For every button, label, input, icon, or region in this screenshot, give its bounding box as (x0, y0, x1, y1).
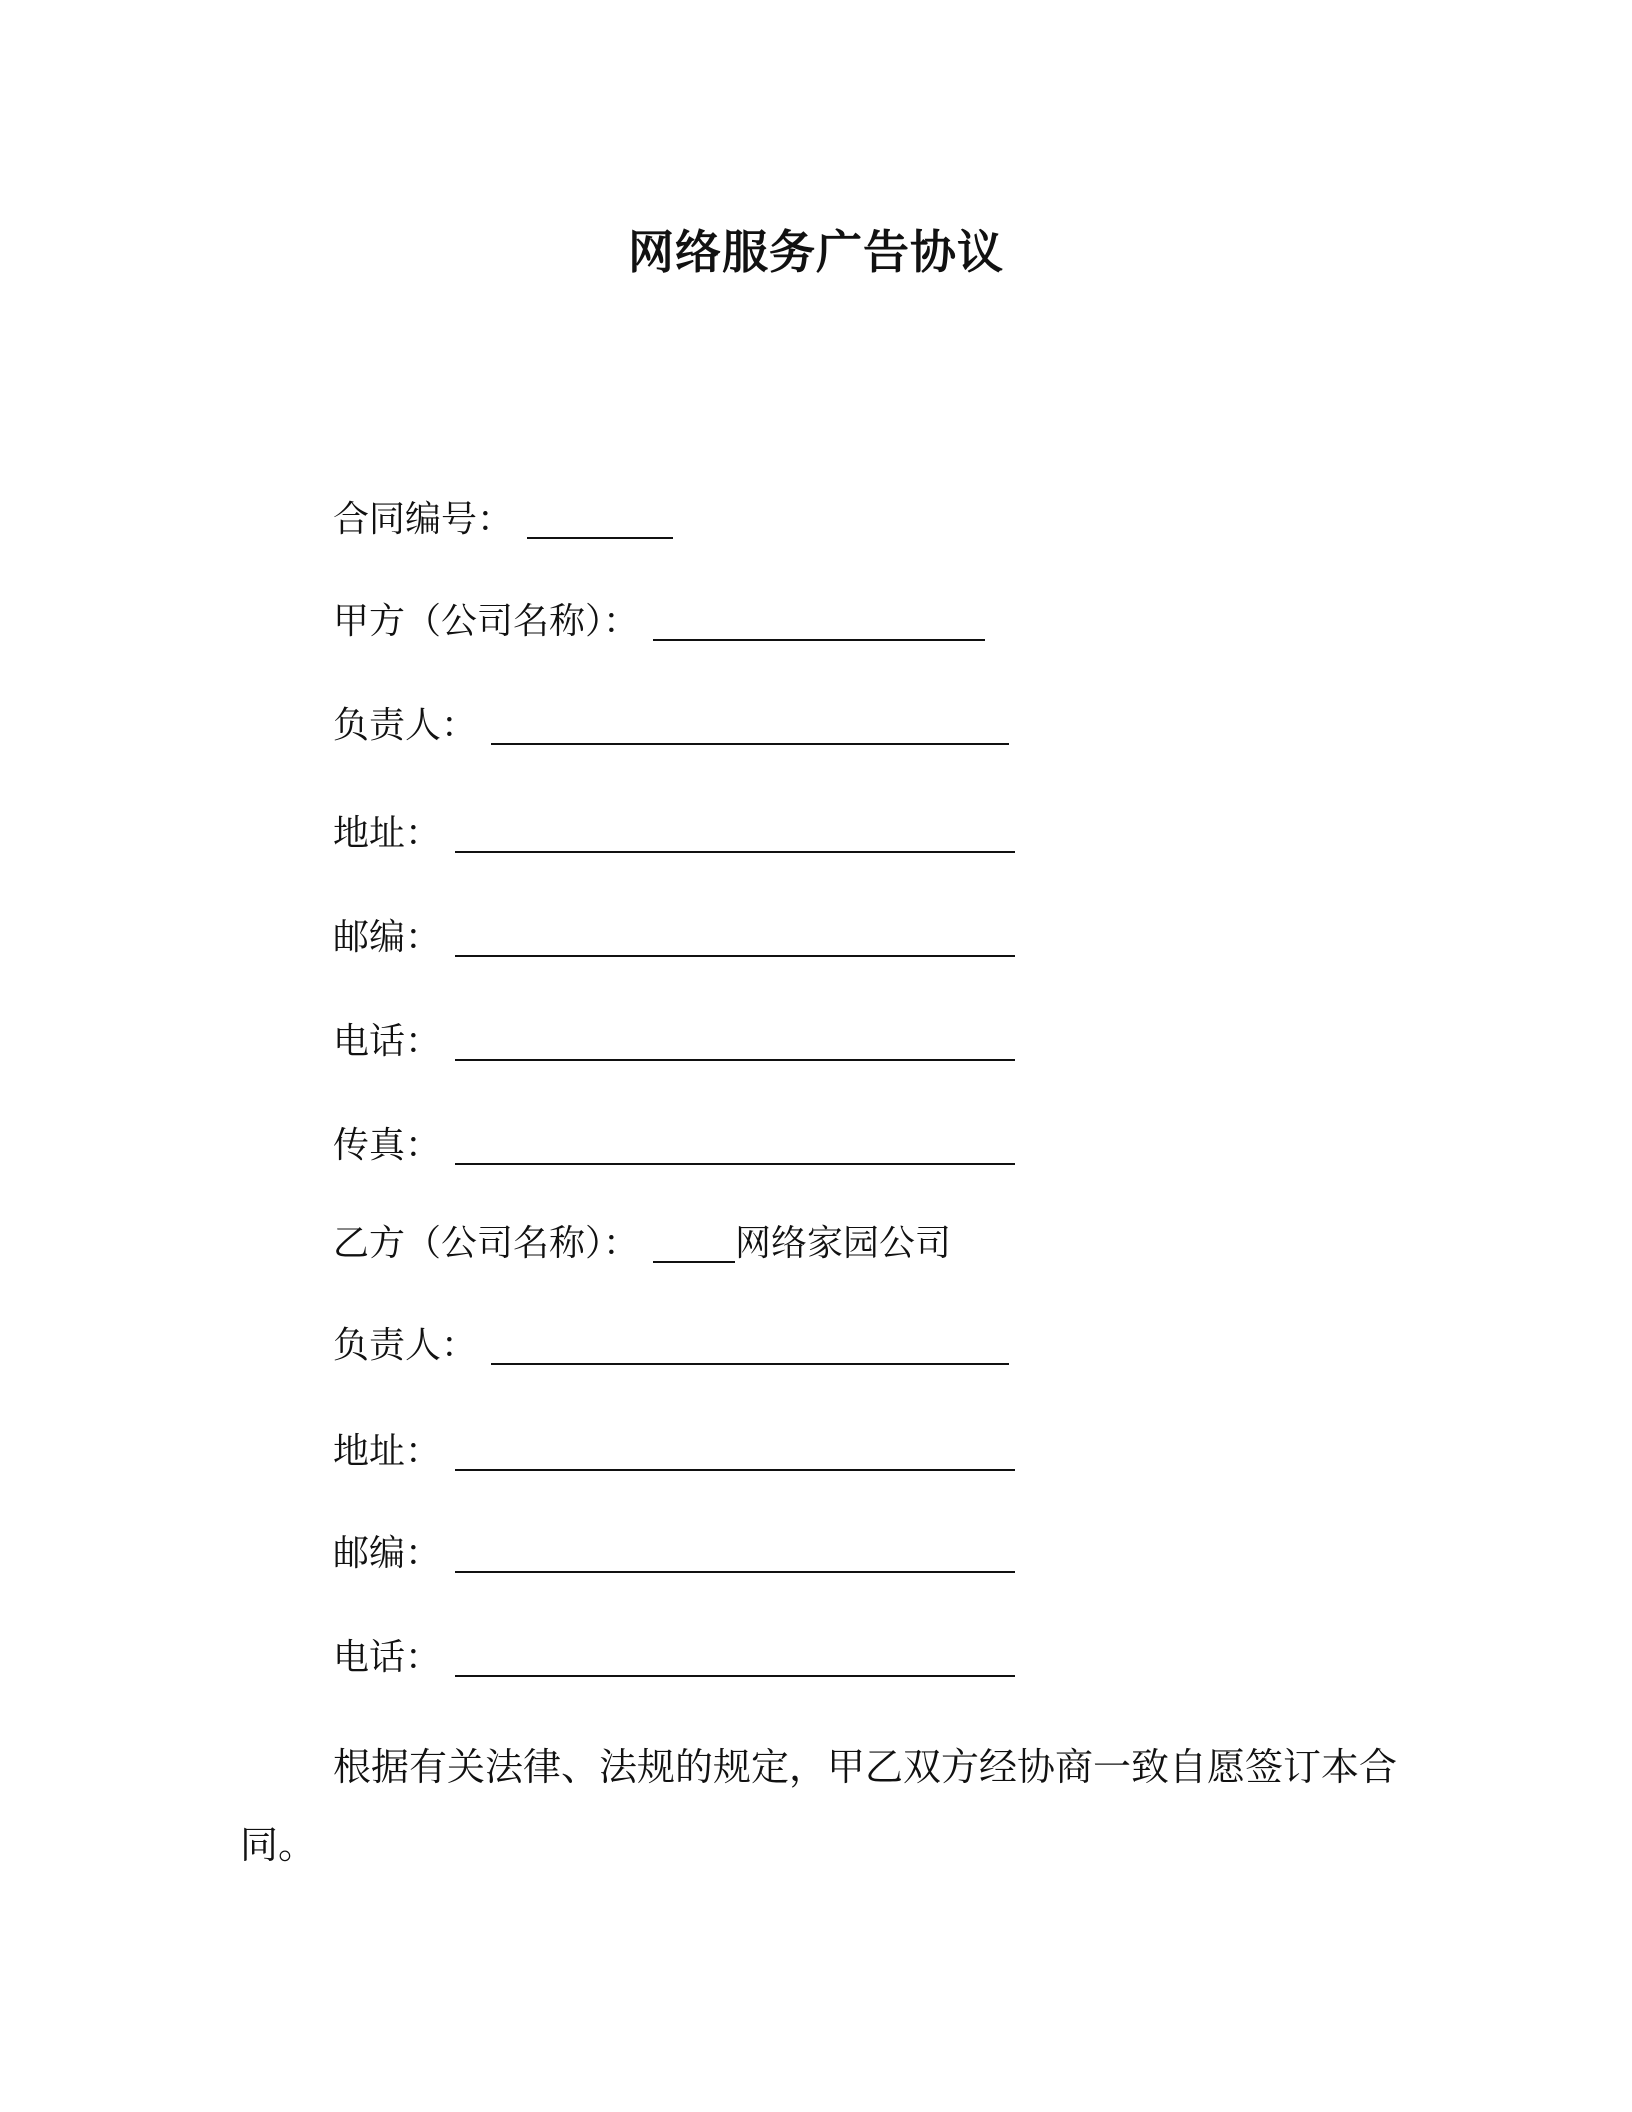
party-a-representative-label: 负责人： (333, 705, 478, 746)
party-b-representative-label: 负责人： (333, 1325, 478, 1366)
party-a-phone-field (333, 1016, 1015, 1068)
intro-paragraph: 根据有关法律、法规的规定，甲乙双方经协商一致自愿签订本合同。 (240, 1745, 1398, 1867)
party-b-representative-field (333, 1320, 1009, 1372)
party-b-phone-field (333, 1632, 1015, 1684)
party-b-company-label: 乙方（公司名称）： (333, 1223, 640, 1264)
party-a-address-label: 地址： (333, 813, 442, 854)
party-b-postcode-blank (455, 1531, 1015, 1573)
document-title: 网络服务广告协议 (628, 225, 1004, 279)
party-a-postcode-field (333, 912, 1015, 964)
party-b-phone-label: 电话： (333, 1637, 442, 1678)
party-a-postcode-blank (455, 915, 1015, 957)
party-b-representative-blank (491, 1323, 1009, 1365)
contract-number-blank (527, 497, 673, 539)
party-a-postcode-label: 邮编： (333, 917, 442, 958)
party-b-address-blank (455, 1429, 1015, 1471)
party-a-company-field (333, 596, 985, 648)
party-a-representative-field (333, 700, 1009, 752)
contract-number-label: 合同编号： (333, 499, 514, 540)
party-a-representative-blank (491, 703, 1009, 745)
party-a-address-blank (455, 811, 1015, 853)
party-b-company-name: 网络家园公司 (735, 1223, 952, 1264)
party-b-postcode-label: 邮编： (333, 1533, 442, 1574)
party-b-company-field (333, 1218, 951, 1270)
party-b-postcode-field (333, 1528, 1015, 1580)
party-b-phone-blank (455, 1635, 1015, 1677)
party-a-address-field (333, 808, 1015, 860)
party-b-address-field (333, 1426, 1015, 1478)
contract-number-field (333, 494, 673, 546)
party-a-fax-label: 传真： (333, 1125, 442, 1166)
party-a-phone-label: 电话： (333, 1021, 442, 1062)
party-a-phone-blank (455, 1019, 1015, 1061)
party-a-company-label: 甲方（公司名称）： (333, 601, 640, 642)
party-a-fax-field (333, 1120, 1015, 1172)
party-a-company-blank (653, 599, 985, 641)
party-b-company-blank (653, 1221, 735, 1263)
party-a-fax-blank (455, 1123, 1015, 1165)
party-b-address-label: 地址： (333, 1431, 442, 1472)
